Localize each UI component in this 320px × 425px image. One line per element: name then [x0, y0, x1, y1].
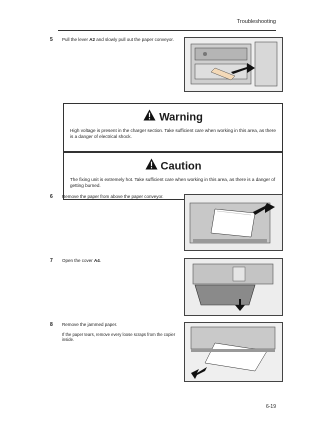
figure-remove-paper-conveyor — [184, 194, 283, 251]
step-7 — [50, 258, 184, 264]
step-7-text: Open the cover A4. — [62, 258, 102, 263]
caution-title: Caution — [160, 160, 202, 173]
step-6-text: Remove the paper from above the paper conveyor. — [62, 194, 164, 199]
step-number: 7 — [50, 258, 53, 264]
page-header — [58, 16, 276, 31]
caution-text: The fixing unit is extremely hot. Take sufficient care when working in this area, as there is a danger of getting burned. — [70, 177, 276, 188]
step-number: 8 — [50, 322, 53, 328]
caution-box — [63, 152, 283, 200]
step-8 — [50, 322, 184, 342]
warning-text: High voltage is present in the charger section. Take sufficient care when working in this area, as there is a danger of electrical shock. — [70, 128, 276, 139]
figure-open-cover — [184, 258, 283, 316]
step-number: 6 — [50, 194, 53, 200]
step-6 — [50, 194, 184, 200]
warning-box — [63, 103, 283, 152]
caution-header — [64, 158, 282, 174]
warning-triangle-icon — [145, 158, 158, 175]
figure-paper-conveyor-pull — [184, 37, 283, 92]
warning-header — [64, 109, 282, 125]
step-8-text: Remove the jammed paper. — [62, 322, 118, 327]
step-5-text: Pull the lever A2 and slowly pull out the paper conveyor. — [62, 37, 174, 42]
figure-remove-jammed-paper — [184, 322, 283, 382]
step-number: 5 — [50, 37, 53, 43]
section-title: Troubleshooting — [236, 19, 276, 25]
warning-title: Warning — [159, 111, 203, 124]
step-5 — [50, 37, 184, 43]
page-number: 6-19 — [265, 404, 276, 410]
step-8-note: If the paper tears, remove every loose scraps from the copier inside. — [62, 331, 176, 342]
warning-triangle-icon — [143, 109, 156, 126]
